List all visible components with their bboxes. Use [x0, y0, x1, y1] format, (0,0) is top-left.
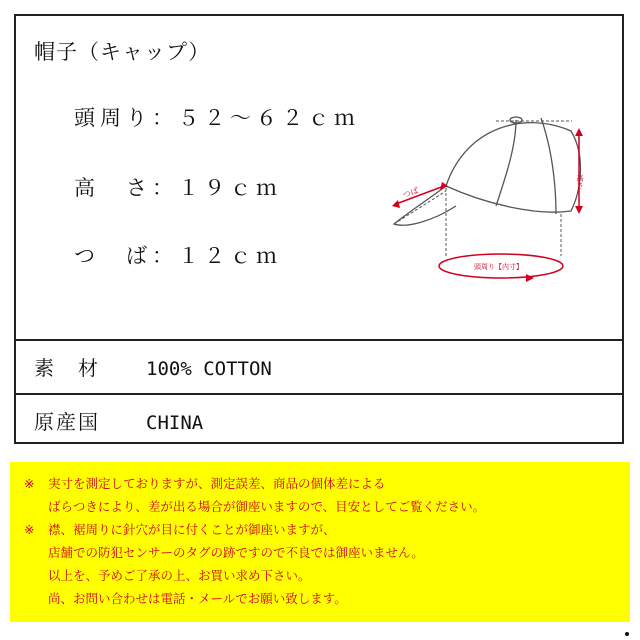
notice-line	[24, 518, 630, 541]
material-label: 素 材	[34, 356, 100, 380]
note-text: ばらつきにより、差が出る場合が御座いますので、目安としてご覧ください。	[48, 499, 486, 514]
notice-line	[24, 495, 630, 518]
spec-head-circumference	[74, 102, 360, 132]
note-text: 実寸を測定しておりますが、測定誤差、商品の個体差による	[48, 476, 386, 491]
spec-value: １９ｃｍ	[178, 176, 282, 200]
material-value: 100% COTTON	[146, 358, 272, 380]
cap-measurement-diagram	[376, 106, 616, 291]
spec-brim	[74, 240, 282, 270]
origin-value: CHINA	[146, 412, 204, 434]
spec-height	[74, 172, 282, 202]
spec-box	[14, 14, 624, 444]
product-title: 帽子（キャップ）	[34, 40, 211, 64]
note-text: 以上を、予めご了承の上、お買い求め下さい。	[48, 568, 311, 583]
note-text: 店舗での防犯センサーのタグの跡ですので不良では御座いません。	[48, 545, 424, 560]
notice-line	[24, 472, 630, 495]
spec-label: 高 さ	[74, 176, 152, 200]
circumference-diagram-label: 頭周り【内寸】	[474, 263, 523, 271]
spec-sep: ：	[152, 244, 178, 268]
spec-label: つ ば	[74, 244, 152, 268]
measure-lines	[396, 131, 579, 278]
notice-line	[24, 587, 630, 610]
note-mark: ※	[24, 522, 35, 537]
notice-line	[24, 564, 630, 587]
cap-outline	[394, 117, 580, 225]
guide-lines	[394, 121, 572, 256]
origin-label: 原産国	[34, 410, 100, 434]
brim-diagram-label: つば	[401, 185, 420, 200]
note-text: 尚、お問い合わせは電話・メールでお願い致します。	[48, 591, 347, 606]
note-mark: ※	[24, 476, 35, 491]
spec-sep: ：	[152, 176, 178, 200]
divider	[16, 339, 622, 341]
spec-value: １２ｃｍ	[178, 244, 282, 268]
spec-sep: ：	[152, 106, 178, 130]
notice-line	[24, 541, 630, 564]
divider	[16, 393, 622, 395]
height-diagram-label: 高さ	[575, 174, 585, 189]
note-text: 襟、裾周りに針穴が目に付くことが御座いますが、	[48, 522, 336, 537]
spec-label: 頭周り	[74, 106, 152, 130]
dot-mark	[625, 632, 629, 636]
origin-row	[34, 406, 203, 435]
notice-box	[10, 462, 630, 622]
spec-value: ５２〜６２ｃｍ	[178, 106, 360, 130]
material-row	[34, 352, 272, 381]
